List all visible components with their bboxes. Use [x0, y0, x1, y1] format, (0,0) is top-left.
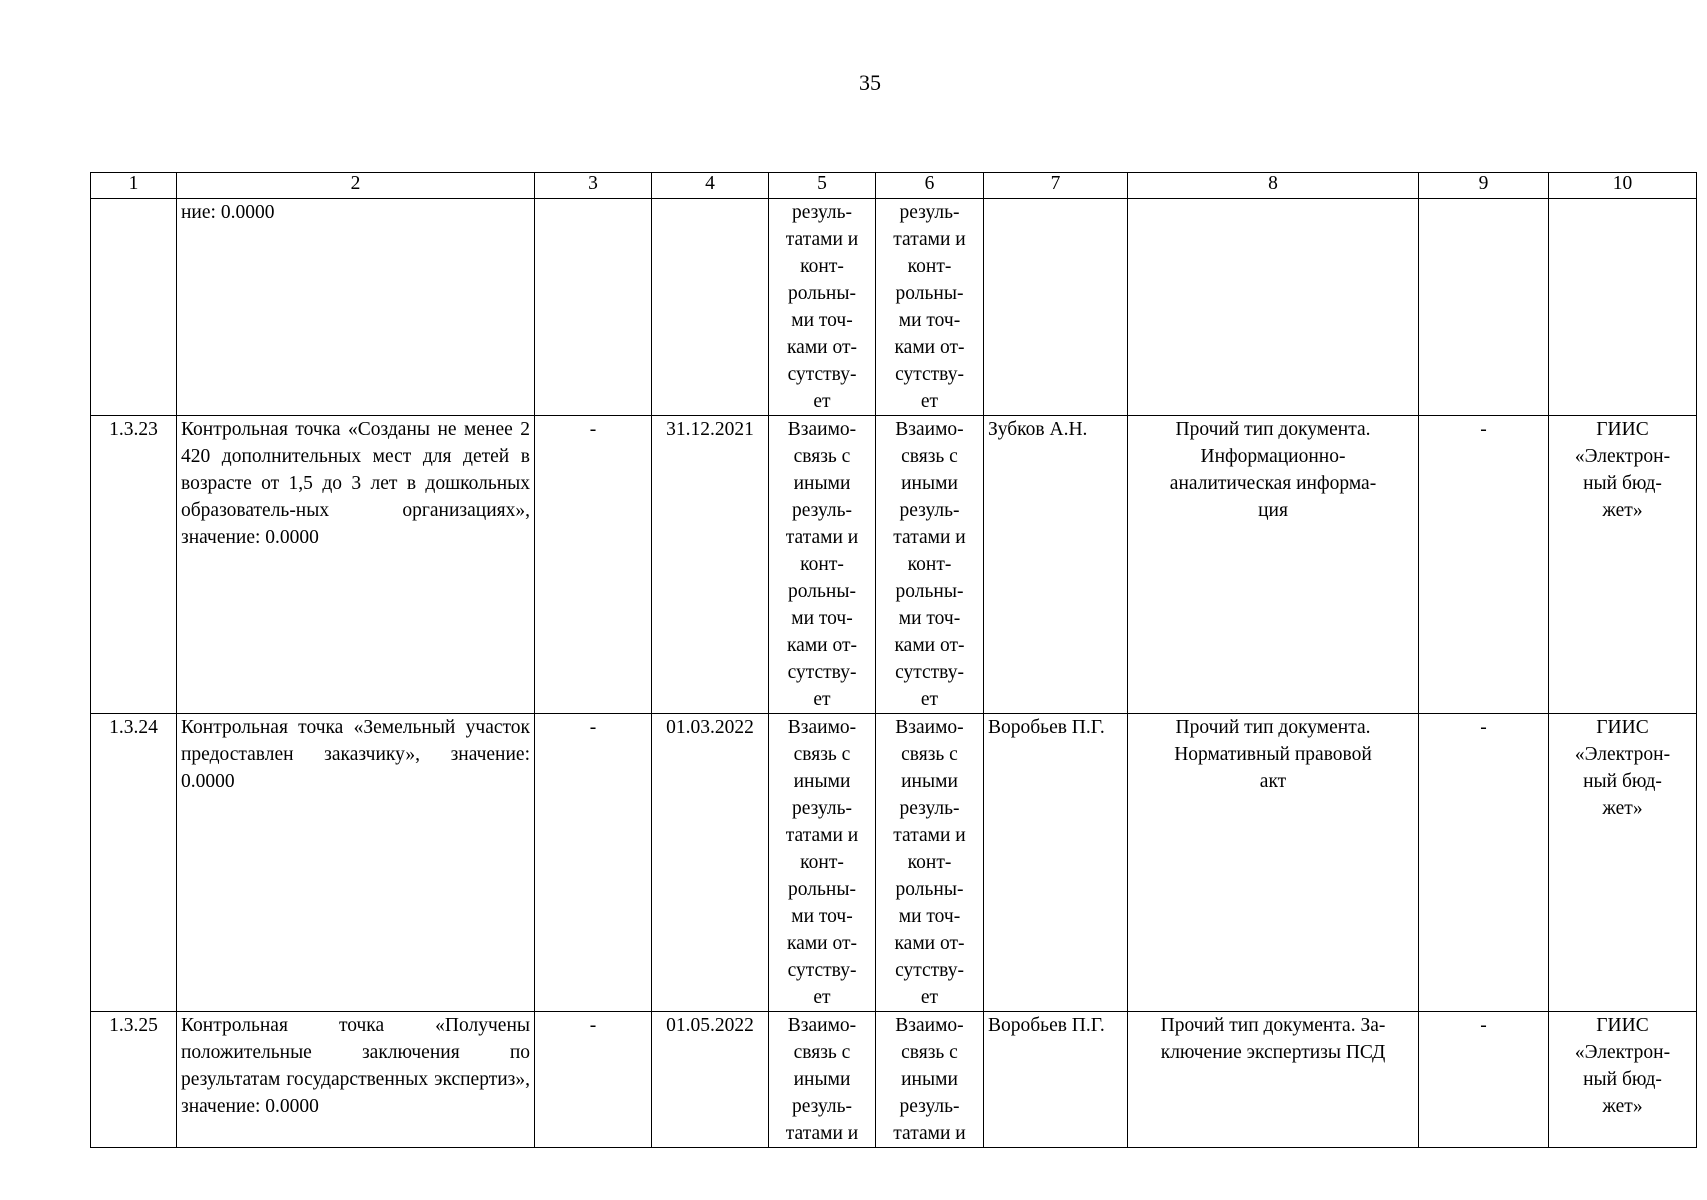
table-row: [91, 416, 1697, 714]
document-type: Прочий тип документа. Нормативный правовой акт: [1128, 714, 1419, 1012]
responsible-person: Воробьев П.Г.: [984, 1012, 1128, 1148]
control-points-table: [90, 172, 1697, 1148]
information-system: ГИИС «Электрон- ный бюд- жет»: [1549, 1012, 1697, 1148]
row-number: 1.3.24: [91, 714, 177, 1012]
column-header: 4: [652, 173, 769, 199]
responsible-person: Воробьев П.Г.: [984, 714, 1128, 1012]
row-number: 1.3.25: [91, 1012, 177, 1148]
relation-note-col6: Взаимо- связь с иными резуль- татами и конт- рольны- ми точ- ками от- сутству- ет: [876, 714, 984, 1012]
relation-note-col6: резуль- татами и конт- рольны- ми точ- ками от- сутству- ет: [876, 199, 984, 416]
column-header: 7: [984, 173, 1128, 199]
column-9-value: -: [1419, 416, 1549, 714]
column-9-value: -: [1419, 714, 1549, 1012]
column-header: 8: [1128, 173, 1419, 199]
column-header: 2: [177, 173, 535, 199]
relation-note-col5: резуль- татами и конт- рольны- ми точ- ками от- сутству- ет: [769, 199, 876, 416]
column-9-value: -: [1419, 1012, 1549, 1148]
control-point-description: Контрольная точка «Получены положительные заключения по результатам государственных экспертиз», значение: 0.0000: [177, 1012, 535, 1148]
column-3-value: -: [535, 714, 652, 1012]
control-point-description: ние: 0.0000: [177, 199, 535, 416]
column-header: 5: [769, 173, 876, 199]
table-row: [91, 199, 1697, 416]
column-3-value: -: [535, 1012, 652, 1148]
table-row: [91, 1012, 1697, 1148]
column-header: 10: [1549, 173, 1697, 199]
responsible-person: Зубков А.Н.: [984, 416, 1128, 714]
control-point-description: Контрольная точка «Созданы не менее 2 420 дополнительных мест для детей в возрасте от 1,5 до 3 лет в дошкольных образователь-ных организациях», значение: 0.0000: [177, 416, 535, 714]
information-system: ГИИС «Электрон- ный бюд- жет»: [1549, 416, 1697, 714]
due-date: 31.12.2021: [652, 416, 769, 714]
document-type: Прочий тип документа. Информационно- аналитическая информа- ция: [1128, 416, 1419, 714]
document-type: Прочий тип документа. За- ключение экспертизы ПСД: [1128, 1012, 1419, 1148]
column-3-value: [535, 199, 652, 416]
header-row: [91, 173, 1697, 199]
column-header: 1: [91, 173, 177, 199]
column-header: 3: [535, 173, 652, 199]
information-system: ГИИС «Электрон- ный бюд- жет»: [1549, 714, 1697, 1012]
document-type: [1128, 199, 1419, 416]
row-number: 1.3.23: [91, 416, 177, 714]
page-number: 35: [859, 70, 881, 95]
column-3-value: -: [535, 416, 652, 714]
column-header: 6: [876, 173, 984, 199]
relation-note-col5: Взаимо- связь с иными резуль- татами и: [769, 1012, 876, 1148]
relation-note-col5: Взаимо- связь с иными резуль- татами и конт- рольны- ми точ- ками от- сутству- ет: [769, 416, 876, 714]
table-row: [91, 714, 1697, 1012]
due-date: [652, 199, 769, 416]
relation-note-col6: Взаимо- связь с иными резуль- татами и конт- рольны- ми точ- ками от- сутству- ет: [876, 416, 984, 714]
information-system: [1549, 199, 1697, 416]
column-header: 9: [1419, 173, 1549, 199]
control-point-description: Контрольная точка «Земельный участок предоставлен заказчику», значение: 0.0000: [177, 714, 535, 1012]
due-date: 01.05.2022: [652, 1012, 769, 1148]
relation-note-col5: Взаимо- связь с иными резуль- татами и конт- рольны- ми точ- ками от- сутству- ет: [769, 714, 876, 1012]
row-number: [91, 199, 177, 416]
due-date: 01.03.2022: [652, 714, 769, 1012]
relation-note-col6: Взаимо- связь с иными резуль- татами и: [876, 1012, 984, 1148]
responsible-person: [984, 199, 1128, 416]
column-9-value: [1419, 199, 1549, 416]
